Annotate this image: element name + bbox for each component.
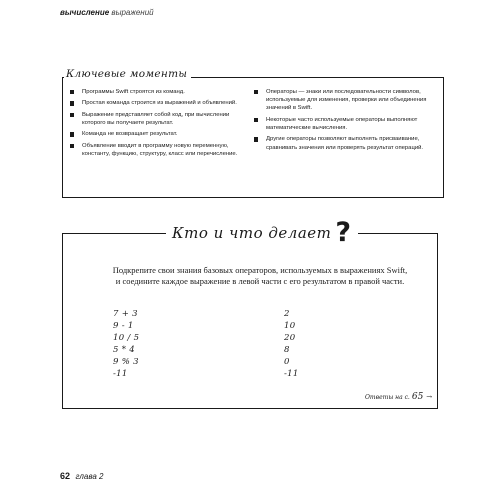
answers-label: Ответы на с. (365, 393, 410, 401)
result-item: 8 (284, 345, 290, 355)
key-point-item (70, 130, 246, 138)
expression-item: 10 / 5 (113, 333, 140, 343)
who-does-what-title (166, 217, 358, 248)
results-column (284, 308, 299, 380)
expression-item: 7 + 3 (113, 309, 138, 319)
key-point-item (254, 116, 430, 132)
running-head-bold: вычисление (60, 8, 110, 17)
key-points-right-column (254, 88, 430, 155)
bullet-square-icon (254, 118, 258, 122)
bullet-square-icon (70, 113, 74, 117)
bullet-square-icon (254, 137, 258, 141)
result-item: 2 (284, 309, 290, 319)
key-points-title: Ключевые моменты (64, 68, 191, 80)
key-point-text: Простая команда строится из выражений и объявлений. (82, 100, 237, 107)
bullet-square-icon (70, 101, 74, 105)
key-point-text: Некоторые часто используемые операторы выполняют математические вычисления. (266, 116, 418, 131)
key-points-left-column (70, 88, 246, 161)
key-point-text: Программы Swift строятся из команд. (82, 89, 185, 95)
arrow-right-icon: → (426, 393, 433, 401)
expression-item: -11 (113, 369, 128, 379)
running-head (60, 8, 154, 17)
key-point-text: Операторы — знаки или последовательности символов, используемые для изменения, проверки или объединения значений в Swift. (266, 89, 427, 112)
bullet-square-icon (254, 90, 258, 94)
key-point-item (70, 142, 246, 158)
exercise-instructions: Подкрепите свои знания базовых операторов, используемых в выражениях Swift, и соедините каждое выражение в левой части с его результатом в правой части. (112, 265, 408, 286)
chapter-label: глава 2 (75, 472, 104, 481)
key-point-item (254, 135, 430, 151)
key-point-text: Объявление вводит в программу новую переменную, константу, функцию, структуру, класс или перечисление. (82, 142, 238, 157)
result-item: 10 (284, 321, 296, 331)
answers-reference (365, 392, 432, 402)
expressions-column (113, 308, 139, 380)
result-item: -11 (284, 369, 299, 379)
key-point-item (70, 99, 246, 107)
key-point-text: Другие операторы позволяют выполнять присваивание, сравнивать значения или проверять результат операций. (266, 136, 424, 151)
who-does-what-title-text: Кто и что делает (172, 224, 332, 242)
result-item: 20 (284, 333, 296, 343)
expression-item: 9 % 3 (113, 357, 139, 367)
running-head-light: выражений (111, 8, 154, 17)
expression-item: 9 - 1 (113, 321, 134, 331)
key-point-item (70, 111, 246, 127)
page-footer (60, 471, 103, 481)
bullet-square-icon (70, 132, 74, 136)
key-point-text: Команда не возвращает результат. (82, 131, 178, 138)
expression-item: 5 * 4 (113, 345, 135, 355)
key-point-item (70, 88, 246, 96)
result-item: 0 (284, 357, 290, 367)
key-point-item (254, 88, 430, 113)
bullet-square-icon (70, 144, 74, 148)
key-point-text: Выражение представляет собой код, при вычислении которого вы получаете результат. (82, 111, 230, 126)
answers-page: 65 (411, 392, 424, 402)
question-mark-icon: ? (335, 217, 352, 248)
page-number: 62 (60, 471, 71, 481)
bullet-square-icon (70, 90, 74, 94)
